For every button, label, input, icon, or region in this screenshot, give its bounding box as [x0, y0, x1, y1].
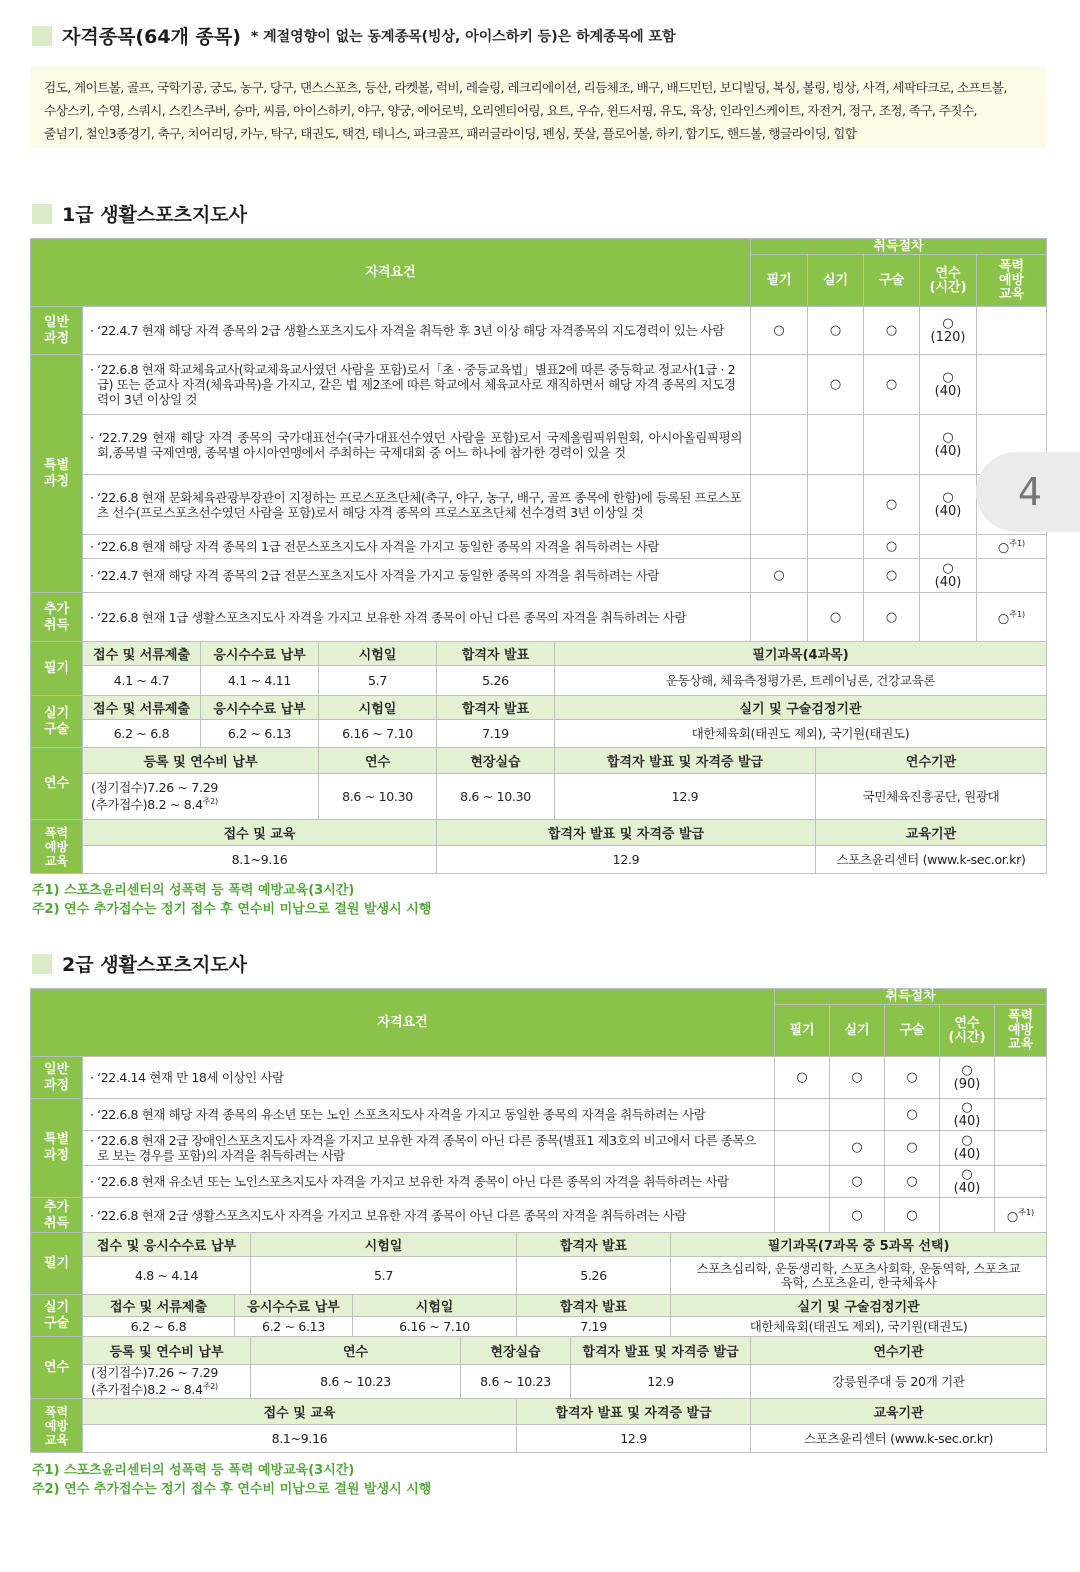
special-course-label: 특별 과정 [31, 355, 83, 593]
schedule-value: 강릉원주대 등 20개 기관 [751, 1365, 1047, 1399]
schedule-value: 12.9 [555, 774, 816, 820]
sports-section-title [32, 22, 676, 49]
oral-header: 구술 [885, 1005, 940, 1057]
schedule-value: 5.7 [319, 666, 437, 696]
practical-label: 실기 구술 [31, 696, 83, 748]
schedule-value: 8.1~9.16 [83, 846, 437, 874]
general-course-label: 일반 과정 [31, 307, 83, 355]
special-course-label: 특별 과정 [31, 1099, 83, 1198]
schedule-value: 대한체육회(태권도 제외), 국기원(태권도) [555, 720, 1047, 748]
training-hours: ○ (40) [920, 475, 977, 535]
footnote: 주2) 연수 추가접수는 정기 접수 후 연수비 미납으로 결원 발생시 시행 [32, 902, 432, 917]
practical-mark: ○ [808, 307, 864, 355]
written-label: 필기 [31, 1233, 83, 1295]
schedule-value: 4.1 ~ 4.7 [83, 666, 201, 696]
schedule-value: 대한체육회(태권도 제외), 국기원(태권도) [671, 1317, 1047, 1337]
schedule-value: 7.19 [437, 720, 555, 748]
written-mark: ○ [751, 307, 808, 355]
registration-period: (정기접수)7.26 ~ 7.29 (추가접수)8.2 ~ $8.4^{주2)}$ [83, 774, 319, 820]
schedule-head: 시험일 [251, 1233, 517, 1257]
schedule-value: 8.6 ~ 10.30 [437, 774, 555, 820]
section-marker [32, 954, 52, 974]
schedule-value: 6.2 ~ 6.13 [235, 1317, 353, 1337]
violence-mark [977, 307, 1047, 355]
schedule-value: 12.9 [517, 1425, 751, 1453]
violence-label: 폭력 예방 교육 [31, 1399, 83, 1453]
schedule-head: 교육기관 [816, 820, 1047, 846]
schedule-head: 합격자 발표 [437, 696, 555, 720]
oral-mark: ○ [885, 1099, 940, 1131]
schedule-head: 합격자 발표 [517, 1295, 671, 1317]
procedure-header: 취득절차 [775, 989, 1047, 1005]
section-marker [32, 26, 52, 46]
grade2-requirements-table [30, 988, 1047, 1234]
oral-mark: ○ [885, 1198, 940, 1234]
schedule-head: 합격자 발표 및 자격증 발급 [555, 748, 816, 774]
written-header: 필기 [751, 255, 808, 307]
training-hours: ○ (40) [920, 355, 977, 415]
violence-header: 폭력 예방 교육 [995, 1005, 1047, 1057]
requirement-row: · ‘22.6.8 현재 2급 생활스포츠지도사 자격을 가지고 보유한 자격 종목이 아닌 다른 종목의 자격을 취득하려는 사람 [83, 1198, 775, 1234]
schedule-head: 시험일 [353, 1295, 517, 1317]
grade1-title: 1급 생활스포츠지도사 [62, 204, 248, 226]
violence-label: 폭력 예방 교육 [31, 820, 83, 874]
schedule-head: 시험일 [319, 696, 437, 720]
sports-title: 자격종목(64개 종목) [62, 26, 241, 48]
schedule-head: 응시수수료 납부 [201, 696, 319, 720]
oral-mark: ○ [885, 1131, 940, 1166]
schedule-head: 응시수수료 납부 [201, 642, 319, 666]
oral-mark: ○ [885, 1057, 940, 1099]
schedule-head: 접수 및 서류제출 [83, 642, 201, 666]
grade2-section-title [32, 950, 247, 977]
sports-note: * 계절영향이 없는 동계종목(빙상, 아이스하키 등)은 하계종목에 포함 [250, 28, 676, 45]
requirement-row: · ‘22.6.8 현재 해당 자격 종목의 유소년 또는 노인 스포츠지도사 자격을 가지고 동일한 종목의 자격을 취득하려는 사람 [83, 1099, 775, 1131]
schedule-head: 합격자 발표 및 자격증 발급 [517, 1399, 751, 1425]
oral-mark: ○ [864, 307, 920, 355]
section-marker [32, 204, 52, 224]
training-hours: ○ (40) [940, 1131, 995, 1166]
requirements-header: 자격요건 [31, 989, 775, 1057]
schedule-value: 12.9 [571, 1365, 751, 1399]
schedule-value: 5.7 [251, 1257, 517, 1295]
schedule-value: 8.6 ~ 10.23 [461, 1365, 571, 1399]
schedule-head: 실기 및 구술검정기관 [671, 1295, 1047, 1317]
grade2-title: 2급 생활스포츠지도사 [62, 954, 248, 976]
practical-mark: ○ [830, 1131, 885, 1166]
schedule-head: 필기과목(7과목 중 5과목 선택) [671, 1233, 1047, 1257]
requirement-row: · ‘22.6.8 현재 해당 자격 종목의 1급 전문스포츠지도사 자격을 가지고 동일한 종목의 자격을 취득하려는 사람 [83, 535, 751, 559]
training-label: 연수 [31, 1337, 83, 1399]
training-hours: ○ (120) [920, 307, 977, 355]
procedure-header: 취득절차 [751, 239, 1047, 255]
general-course-label: 일반 과정 [31, 1057, 83, 1099]
schedule-head: 합격자 발표 및 자격증 발급 [437, 820, 816, 846]
requirement-row: · ‘22.6.8 현재 문화체육관광부장관이 지정하는 프로스포츠단체(축구, 야구, 농구, 배구, 골프 종목에 한함)에 등록된 프로스포츠 선수(프로스포츠선수였던 사람을 포함)로서 해당 자격 종목의 프로스포츠단체 선수경력 3년 이상일 것 [83, 475, 751, 535]
schedule-head: 연수 [251, 1337, 461, 1365]
schedule-head: 접수 및 교육 [83, 1399, 517, 1425]
schedule-value: 6.2 ~ 6.8 [83, 1317, 235, 1337]
schedule-head: 현장실습 [461, 1337, 571, 1365]
violence-header: 폭력 예방 교육 [977, 255, 1047, 307]
grade2-footnotes [32, 1461, 431, 1499]
page-tab-number: 4 [976, 452, 1080, 532]
footnote: 주1) 스포츠윤리센터의 성폭력 등 폭력 예방교육(3시간) [32, 883, 355, 898]
requirement-row: · ‘22.6.8 현재 2급 장애인스포츠지도사 자격을 가지고 보유한 자격 종목이 아닌 다른 종목(별표1 제3호의 비고에서 다른 종목으로 보는 경우를 포함)의 자격을 취득하려는 사람 [83, 1131, 775, 1166]
additional-label: 추가 취득 [31, 593, 83, 643]
requirements-header: 자격요건 [31, 239, 751, 307]
footnote: 주2) 연수 추가접수는 정기 접수 후 연수비 미납으로 결원 발생시 시행 [32, 1482, 432, 1497]
violence-mark: ○$^{주1)}$ [977, 593, 1047, 643]
requirement-row: · ‘22.4.7 현재 해당 자격 종목의 2급 전문스포츠지도사 자격을 가지고 동일한 종목의 자격을 취득하려는 사람 [83, 559, 751, 593]
schedule-head: 등록 및 연수비 납부 [83, 1337, 251, 1365]
training-label: 연수 [31, 748, 83, 820]
training-hours: ○ (40) [940, 1099, 995, 1131]
grade1-schedule-table [30, 641, 1047, 874]
practical-mark: ○ [808, 593, 864, 643]
schedule-head: 접수 및 서류제출 [83, 1295, 235, 1317]
schedule-head: 교육기관 [751, 1399, 1047, 1425]
oral-mark: ○ [864, 559, 920, 593]
practical-label: 실기 구술 [31, 1295, 83, 1337]
schedule-value: 7.19 [517, 1317, 671, 1337]
written-mark: ○ [775, 1057, 830, 1099]
schedule-value: 스포츠윤리센터 (www.k-sec.or.kr) [816, 846, 1047, 874]
written-mark: ○ [751, 559, 808, 593]
training-hours: ○ (90) [940, 1057, 995, 1099]
oral-mark: ○ [864, 355, 920, 415]
additional-label: 추가 취득 [31, 1198, 83, 1234]
practical-mark: ○ [808, 355, 864, 415]
schedule-head: 실기 및 구술검정기관 [555, 696, 1047, 720]
practical-header: 실기 [808, 255, 864, 307]
training-hours: ○ (40) [920, 559, 977, 593]
schedule-head: 합격자 발표 [437, 642, 555, 666]
schedule-head: 합격자 발표 [517, 1233, 671, 1257]
requirement-row: · ‘22.6.8 현재 유소년 또는 노인스포츠지도사 자격을 가지고 보유한 자격 종목이 아닌 다른 종목의 자격을 취득하려는 사람 [83, 1166, 775, 1198]
requirement-row: · ‘22.4.7 현재 해당 자격 종목의 2급 생활스포츠지도사 자격을 취득한 후 3년 이상 해당 자격종목의 지도경력이 있는 사람 [83, 307, 751, 355]
oral-header: 구술 [864, 255, 920, 307]
footnote: 주1) 스포츠윤리센터의 성폭력 등 폭력 예방교육(3시간) [32, 1463, 355, 1478]
grade1-section-title [32, 200, 247, 227]
schedule-head: 응시수수료 납부 [235, 1295, 353, 1317]
grade1-footnotes [32, 881, 431, 919]
violence-mark: ○$^{주1)}$ [995, 1198, 1047, 1234]
practical-header: 실기 [830, 1005, 885, 1057]
schedule-value: 스포츠윤리센터 (www.k-sec.or.kr) [751, 1425, 1047, 1453]
schedule-head: 등록 및 연수비 납부 [83, 748, 319, 774]
grade1-requirements-table [30, 238, 1047, 643]
oral-mark: ○ [864, 593, 920, 643]
practical-mark: ○ [830, 1166, 885, 1198]
training-header: 연수 (시간) [940, 1005, 995, 1057]
training-hours: ○ (40) [920, 415, 977, 475]
registration-period: (정기접수)7.26 ~ 7.29 (추가접수)8.2 ~ $8.4^{주2)}$ [83, 1365, 251, 1399]
schedule-value: 5.26 [437, 666, 555, 696]
requirement-row: · ‘22.6.8 현재 1급 생활스포츠지도사 자격을 가지고 보유한 자격 종목이 아닌 다른 종목의 자격을 취득하려는 사람 [83, 593, 751, 643]
schedule-value: 12.9 [437, 846, 816, 874]
schedule-head: 접수 및 응시수수료 납부 [83, 1233, 251, 1257]
schedule-head: 연수 [319, 748, 437, 774]
schedule-value: 8.6 ~ 10.30 [319, 774, 437, 820]
sports-list [30, 66, 1046, 148]
practical-mark: ○ [830, 1198, 885, 1234]
schedule-head: 접수 및 서류제출 [83, 696, 201, 720]
grade2-schedule-table [30, 1232, 1047, 1453]
oral-mark: ○ [864, 535, 920, 559]
schedule-head: 필기과목(4과목) [555, 642, 1047, 666]
requirement-row: · ‘22.4.14 현재 만 18세 이상인 사람 [83, 1057, 775, 1099]
schedule-head: 합격자 발표 및 자격증 발급 [571, 1337, 751, 1365]
schedule-head: 현장실습 [437, 748, 555, 774]
schedule-value: 국민체육진흥공단, 원광대 [816, 774, 1047, 820]
schedule-value: 4.1 ~ 4.11 [201, 666, 319, 696]
schedule-value: 6.16 ~ 7.10 [319, 720, 437, 748]
schedule-value: 8.1~9.16 [83, 1425, 517, 1453]
schedule-value: 운동상해, 체육측정평가론, 트레이닝론, 건강교육론 [555, 666, 1047, 696]
sports-list-line: 검도, 게이트볼, 골프, 국학기공, 궁도, 농구, 당구, 댄스스포츠, 등산, 라켓볼, 럭비, 레슬링, 레크리에이션, 리듬체조, 배구, 배드민턴, 보디빌딩, 복싱, 볼링, 빙상, 사격, 세팍타크로, 소프트볼, [44, 80, 1007, 95]
practical-mark: ○ [830, 1057, 885, 1099]
oral-mark: ○ [864, 475, 920, 535]
requirement-row: · ‘22.6.8 현재 학교체육교사(학교체육교사였던 사람을 포함)로서「초 · 중등교육법」별표2에 따른 중등학교 정교사(1급 · 2급) 또는 준교사 자격(체육과목)을 가지고, 같은 법 제2조에 따른 학교에서 체육교사로 재직하면서 해당 자격 종목의 지도경력이 3년 이상일 것 [83, 355, 751, 415]
schedule-value: 6.16 ~ 7.10 [353, 1317, 517, 1337]
schedule-head: 시험일 [319, 642, 437, 666]
schedule-head: 연수기관 [751, 1337, 1047, 1365]
schedule-value: 6.2 ~ 6.13 [201, 720, 319, 748]
schedule-value: 4.8 ~ 4.14 [83, 1257, 251, 1295]
training-header: 연수 (시간) [920, 255, 977, 307]
written-header: 필기 [775, 1005, 830, 1057]
schedule-value: 스포츠심리학, 운동생리학, 스포츠사회학, 운동역학, 스포츠교육학, 스포츠윤리, 한국체육사 [671, 1257, 1047, 1295]
requirement-row: · ‘22.7.29 현재 해당 자격 종목의 국가대표선수(국가대표선수였던 사람을 포함)로서 국제올림픽위원회, 아시아올림픽평의회,종목별 국제연맹, 종목별 아시아연맹에서 주최하는 국제대회 중 어느 하나에 참가한 경력이 있을 것 [83, 415, 751, 475]
schedule-value: 8.6 ~ 10.23 [251, 1365, 461, 1399]
written-label: 필기 [31, 642, 83, 696]
sports-list-line: 줄넘기, 철인3종경기, 축구, 치어리딩, 카누, 탁구, 태권도, 택견, 테니스, 파크골프, 패러글라이딩, 펜싱, 풋살, 플로어볼, 하키, 합기도, 핸드볼, 행글라이딩, 힙합 [44, 126, 857, 141]
sports-list-line: 수상스키, 수영, 스쿼시, 스킨스쿠버, 승마, 씨름, 아이스하키, 야구, 양궁, 에어로빅, 오리엔티어링, 요트, 우슈, 윈드서핑, 유도, 육상, 인라인스케이트, 자전거, 정구, 조정, 족구, 주짓수, [44, 103, 977, 118]
schedule-value: 5.26 [517, 1257, 671, 1295]
violence-mark: ○$^{주1)}$ [977, 535, 1047, 559]
schedule-head: 접수 및 교육 [83, 820, 437, 846]
schedule-value: 6.2 ~ 6.8 [83, 720, 201, 748]
schedule-head: 연수기관 [816, 748, 1047, 774]
oral-mark: ○ [885, 1166, 940, 1198]
training-hours: ○ (40) [940, 1166, 995, 1198]
